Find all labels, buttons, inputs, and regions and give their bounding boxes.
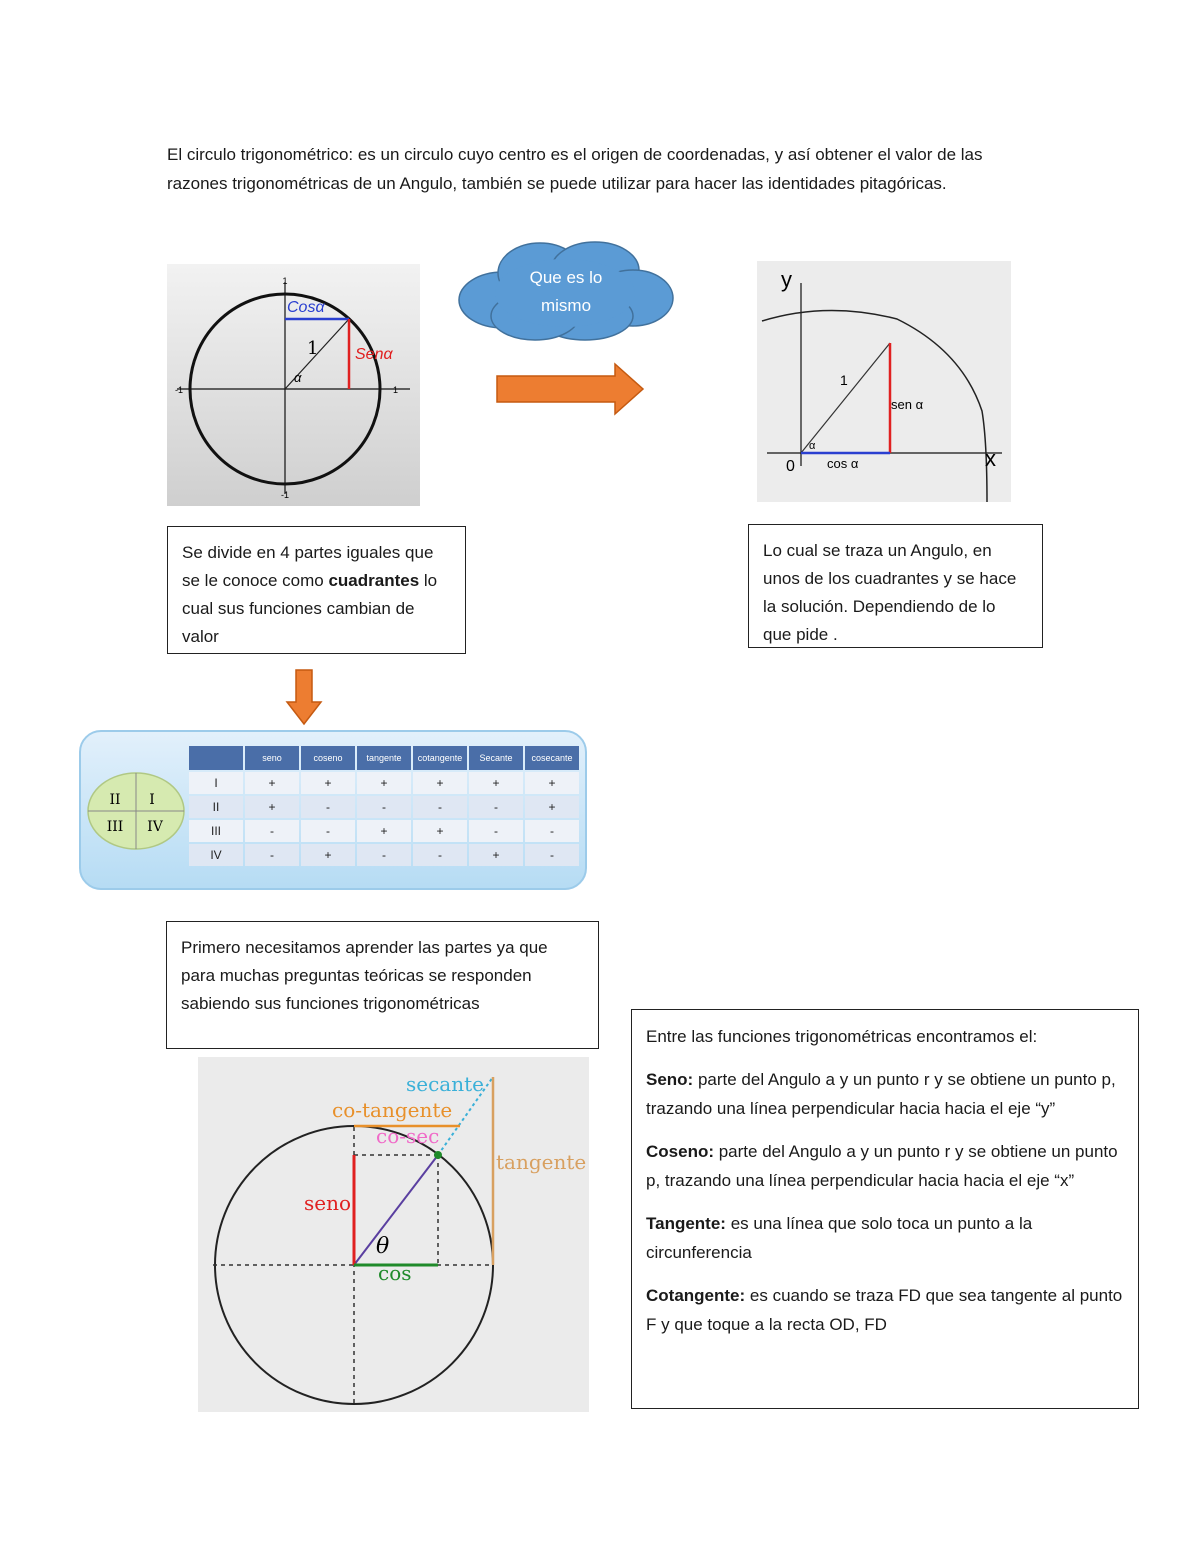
table-cell: -: [525, 820, 579, 842]
table-cell: -: [469, 796, 523, 818]
secante-label: secante: [406, 1072, 484, 1096]
table-cell: -: [301, 796, 355, 818]
table-row: [189, 844, 579, 866]
header-cell: tangente: [357, 746, 411, 770]
table-cell: -: [245, 820, 299, 842]
table-cell: -: [357, 844, 411, 866]
table-row: [189, 820, 579, 842]
table-cell: -: [301, 820, 355, 842]
radius-label: 1: [307, 338, 319, 359]
table-cell: II: [189, 796, 243, 818]
function-text: es una línea que solo toca un punto a la circunferencia: [646, 1214, 1033, 1262]
quadrant-3-label: III: [106, 819, 124, 835]
function-coseno: [646, 1137, 1124, 1195]
left-label: -1: [175, 385, 184, 395]
point-p: [434, 1151, 442, 1159]
function-text: parte del Angulo a y un punto r y se obtiene un punto p, trazando una línea perpendicular hacia hacia el eje “y”: [646, 1070, 1116, 1118]
sign-table: [187, 744, 581, 868]
table-cell: +: [245, 772, 299, 794]
table-cell: +: [525, 796, 579, 818]
table-cell: +: [301, 844, 355, 866]
quadrant-4-label: IV: [147, 819, 163, 835]
function-term: Coseno:: [646, 1142, 714, 1161]
y-axis-label: y: [781, 267, 792, 292]
trig-functions-svg: [198, 1057, 589, 1412]
radius-label: 1: [840, 372, 848, 388]
cloud-line-1: Que es lo: [529, 268, 603, 287]
top-label: 1: [282, 276, 288, 286]
quadrants-text-1: Se divide en 4 partes iguales que se le conoce como: [182, 543, 434, 590]
header-cell: cosecante: [525, 746, 579, 770]
table-cell: -: [245, 844, 299, 866]
function-term: Cotangente:: [646, 1286, 746, 1305]
quadrants-text-2: lo cual sus funciones cambian de valor: [182, 571, 438, 646]
origin-label: 0: [786, 458, 795, 475]
angle-label: α: [809, 440, 816, 452]
table-row: [189, 796, 579, 818]
table-cell: -: [469, 820, 523, 842]
table-cell: I: [189, 772, 243, 794]
cos-label: Cosα: [287, 299, 325, 316]
quadrant-circle: [85, 770, 187, 852]
function-text: es cuando se traza FD que sea tangente al punto F y que toque a la recta OD, FD: [646, 1286, 1123, 1334]
header-cell: seno: [245, 746, 299, 770]
table-cell: +: [525, 772, 579, 794]
table-cell: -: [413, 844, 467, 866]
first-textbox: Primero necesitamos aprender las partes ya que para muchas preguntas teóricas se responden sabiendo sus funciones trigonométricas: [166, 921, 599, 1049]
down-arrow-icon: [285, 668, 323, 726]
functions-heading: Entre las funciones trigonométricas encontramos el:: [646, 1027, 1038, 1046]
quadrant-1-label: I: [149, 792, 155, 808]
table-cell: -: [357, 796, 411, 818]
unit-circle-figure: [167, 264, 420, 506]
header-cell: cotangente: [413, 746, 467, 770]
header-cell: [189, 746, 243, 770]
table-cell: IV: [189, 844, 243, 866]
table-cell: +: [245, 796, 299, 818]
table-cell: +: [469, 772, 523, 794]
table-row: [189, 772, 579, 794]
table-cell: -: [525, 844, 579, 866]
table-cell: +: [469, 844, 523, 866]
table-cell: +: [301, 772, 355, 794]
right-arrow-icon: [495, 362, 647, 418]
unit-circle-svg: [167, 264, 420, 506]
cos-label: cos α: [827, 456, 859, 471]
function-term: Tangente:: [646, 1214, 726, 1233]
table-cell: +: [357, 772, 411, 794]
sign-table-panel: [79, 730, 587, 890]
quadrants-bold: cuadrantes: [328, 571, 420, 590]
cloud-callout: [455, 238, 677, 346]
cos-label: cos: [378, 1261, 412, 1285]
seno-label: seno: [304, 1191, 352, 1215]
function-cotangente: [646, 1281, 1124, 1339]
sign-table-header-row: [189, 746, 579, 770]
header-cell: coseno: [301, 746, 355, 770]
angle-textbox: Lo cual se traza un Angulo, en unos de los cuadrantes y se hace la solución. Dependiendo de lo que pide .: [748, 524, 1043, 648]
cotangente-label: co-tangente: [332, 1098, 453, 1122]
quadrant-2-label: II: [109, 792, 121, 808]
tangente-label: tangente: [496, 1150, 587, 1174]
function-tangente: [646, 1209, 1124, 1267]
cloud-line-2: mismo: [540, 296, 592, 315]
theta-label: θ: [376, 1234, 390, 1259]
table-cell: -: [413, 796, 467, 818]
sen-label: Senα: [355, 346, 393, 363]
right-label: 1: [393, 385, 399, 395]
header-cell: Secante: [469, 746, 523, 770]
table-cell: III: [189, 820, 243, 842]
table-cell: +: [413, 820, 467, 842]
quadrant-svg: [757, 261, 1011, 502]
cosec-label: co-sec: [376, 1124, 440, 1148]
function-text: parte del Angulo a y un punto r y se obtiene un punto p, trazando una línea perpendicular hacia hacia el eje “x”: [646, 1142, 1118, 1190]
quadrants-textbox: [167, 526, 466, 654]
function-term: Seno:: [646, 1070, 694, 1089]
bottom-label: -1: [280, 490, 290, 500]
intro-paragraph: El circulo trigonométrico: es un circulo cuyo centro es el origen de coordenadas, y así obtener el valor de las razones trigonométricas de un Angulo, también se puede utilizar para hacer las identidades pitagóricas.: [167, 145, 983, 193]
table-cell: +: [357, 820, 411, 842]
angle-label: α: [294, 370, 302, 385]
quadrant-figure: [757, 261, 1011, 502]
sen-label: sen α: [891, 397, 924, 412]
functions-textbox: [631, 1009, 1139, 1409]
function-seno: [646, 1065, 1124, 1123]
trig-functions-figure: [198, 1057, 589, 1412]
x-axis-label: x: [985, 446, 996, 471]
table-cell: +: [413, 772, 467, 794]
